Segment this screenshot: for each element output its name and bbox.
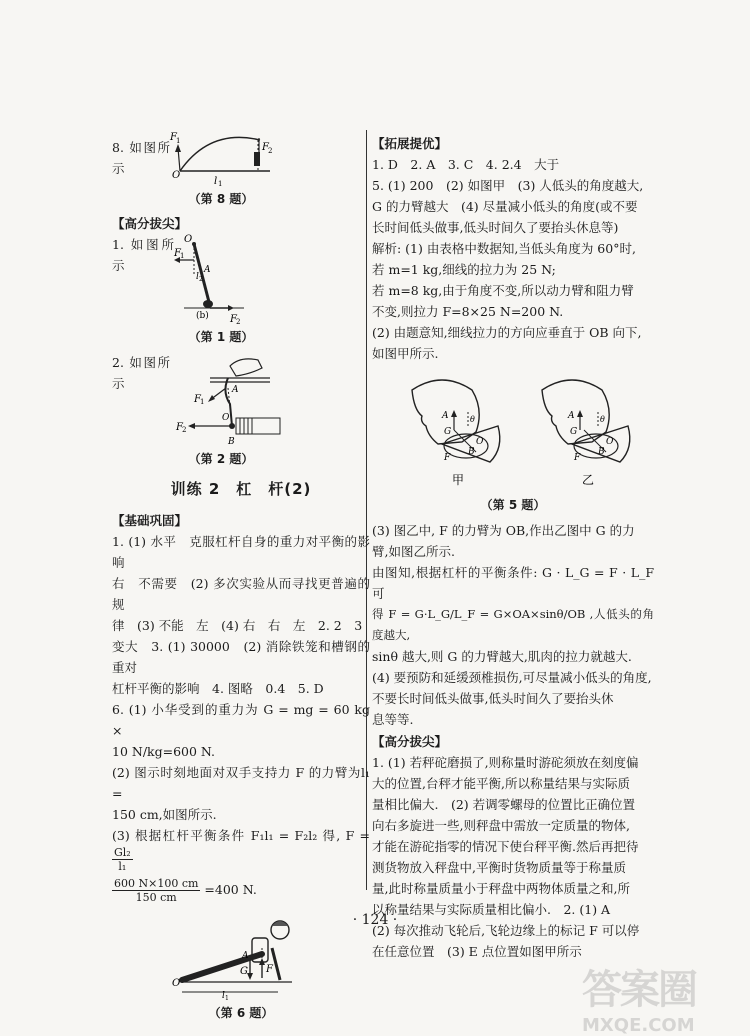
answer-line: [112, 825, 370, 873]
answer-line: 量相比偏大. (2) 若调零螺母的位置比正确位置: [372, 797, 636, 812]
svg-text:F: F: [194, 394, 201, 405]
answer-line: 1. (1) 若秤砣磨损了,则称量时游砣须放在刻度偏: [372, 755, 639, 770]
watermark-sub: MXQE.COM: [582, 1015, 695, 1036]
section-gaofen-left: 【高分拔尖】: [112, 216, 188, 231]
svg-text:A: A: [568, 411, 575, 421]
answer-line: 由图知,根据杠杆的平衡条件: G · L_G = F · L_F 可: [372, 565, 654, 601]
answer-line: (4) 要预防和延缓颈椎损伤,可尽量减小低头的角度,: [372, 670, 652, 685]
watermark-logo: [582, 958, 732, 1036]
svg-text:F: F: [176, 422, 183, 433]
svg-text:F: F: [262, 142, 269, 153]
answer-line: 在任意位置 (3) E 点位置如图甲所示: [372, 944, 582, 959]
answer-line: 大的位置,台秤才能平衡,所以称量结果与实际质: [372, 776, 630, 791]
answer-line: 得 F = G·L_G/L_F = G×OA×sinθ/OB ,人低头的角度越大,: [372, 607, 654, 642]
svg-text:2: 2: [199, 276, 203, 283]
answer-line: 解析: (1) 由表格中数据知,当低头角度为 60°时,: [372, 241, 636, 256]
answer-line: 才能在游砣指零的情况下使台秤平衡.然后再把待: [372, 839, 639, 854]
svg-text:F: F: [230, 314, 237, 325]
answer-line: 测货物放入秤盘中,平衡时货物质量等于称量质: [372, 860, 626, 875]
answer-line: 6. (1) 小华受到的重力为 G = mg = 60 kg ×: [112, 702, 370, 738]
answer-line: 1. (1) 水平 克服杠杆自身的重力对平衡的影响: [112, 534, 370, 570]
answer-line: (2) 图示时刻地面对双手支持力 F 的力臂为l₁ =: [112, 765, 370, 801]
svg-text:(b): (b): [196, 311, 209, 321]
figure-2-caption: （第 2 题）: [188, 452, 254, 466]
answer-line: 长时间低头做事,低头时间久了要抬头休息等): [372, 220, 619, 235]
svg-text:B: B: [598, 447, 605, 457]
q8-row: [112, 128, 370, 188]
q1-row: [112, 234, 370, 326]
svg-text:1: 1: [180, 252, 185, 260]
svg-text:O: O: [172, 170, 181, 181]
answer-line: sinθ 越大,则 G 的力臂越大,肌肉的拉力就越大.: [372, 649, 632, 664]
q2-label: 2. 如图所示: [112, 355, 170, 391]
answer-line: 5. (1) 200 (2) 如图甲 (3) 人低头的角度越大,: [372, 178, 644, 193]
lesson-title: 训练 2 杠 杆(2): [170, 480, 312, 498]
figure-5-caption: （第 5 题）: [480, 498, 546, 512]
label-jia: 甲: [452, 473, 465, 487]
figure-6-caption: （第 6 题）: [208, 1006, 274, 1020]
answers-analysis: [372, 520, 654, 730]
svg-text:F: F: [266, 964, 273, 975]
calc-line: [112, 877, 370, 904]
answer-line: 1. D 2. A 3. C 4. 2.4 大于: [372, 157, 560, 172]
answer-line: 不要长时间低头做事,低头时间久了要抬头休: [372, 691, 614, 706]
svg-text:O: O: [172, 978, 181, 989]
calc-result: =400 N.: [204, 882, 257, 897]
figure-8-caption: （第 8 题）: [188, 192, 254, 206]
svg-text:F: F: [170, 132, 177, 143]
calc-num: 600 N×100 cm: [114, 877, 199, 890]
svg-text:A: A: [242, 951, 249, 961]
svg-text:F: F: [574, 453, 581, 463]
svg-text:θ: θ: [470, 415, 475, 424]
svg-text:2: 2: [182, 426, 187, 434]
answer-line: 不变,则拉力 F=8×25 N=200 N.: [372, 304, 564, 319]
svg-text:2: 2: [268, 147, 273, 155]
answer-line: G 的力臂越大 (4) 尽量减小低头的角度(或不要: [372, 199, 638, 214]
watermark-main: 答案圈: [582, 967, 696, 1013]
answer-line: 150 cm,如图所示.: [112, 807, 217, 822]
f-fraction-den: l₁: [118, 860, 127, 873]
label-yi: 乙: [582, 473, 595, 487]
answer-line: 杠杆平衡的影响 4. 图略 0.4 5. D: [112, 681, 324, 696]
answer-line: 量,此时称量质量小于秤盘中两物体质量之和,所: [372, 881, 630, 896]
formula-text: (3) 根据杠杆平衡条件 F₁l₁ = F₂l₂ 得, F =: [112, 828, 370, 843]
answer-line: 如图甲所示.: [372, 346, 439, 361]
q8-label: 8. 如图所示: [112, 140, 170, 176]
svg-text:O: O: [606, 437, 614, 447]
page-number: · 124 ·: [352, 912, 398, 928]
svg-text:A: A: [204, 265, 211, 275]
figure-2: [170, 352, 300, 448]
svg-text:G: G: [444, 427, 452, 437]
svg-text:F: F: [444, 453, 451, 463]
svg-text:1: 1: [225, 995, 229, 1002]
answer-line: 息等等.: [372, 712, 414, 727]
figure-5: [372, 370, 654, 490]
svg-text:G: G: [570, 427, 578, 437]
svg-text:O: O: [476, 437, 484, 447]
answer-line: 若 m=8 kg,由于角度不变,所以动力臂和阻力臂: [372, 283, 634, 298]
svg-text:B: B: [468, 447, 475, 457]
answer-line: (2) 由题意知,细线拉力的方向应垂直于 OB 向下,: [372, 325, 642, 340]
answers-gaofen: [372, 752, 654, 962]
svg-text:O: O: [184, 234, 193, 245]
calc-fraction: [112, 877, 200, 904]
answer-line: 10 N/kg=600 N.: [112, 744, 216, 759]
calc-den: 150 cm: [135, 891, 177, 904]
figure-1-caption: （第 1 题）: [188, 330, 254, 344]
q2-row: [112, 352, 370, 448]
svg-text:l: l: [214, 176, 218, 187]
left-column: [112, 128, 370, 1028]
svg-text:G: G: [240, 966, 248, 977]
right-column: [372, 128, 654, 962]
f-fraction-num: Gl₂: [114, 846, 131, 859]
q1-label: 1. 如图所示: [112, 237, 174, 273]
svg-text:1: 1: [176, 137, 181, 145]
svg-text:1: 1: [218, 180, 223, 188]
svg-text:l: l: [222, 991, 225, 1001]
answer-line: 以称量结果与实际质量相比偏小. 2. (1) A: [372, 902, 611, 917]
answer-line: 若 m=1 kg,细线的拉力为 25 N;: [372, 262, 556, 277]
svg-text:F: F: [174, 248, 181, 259]
figure-1: [174, 234, 264, 326]
answer-line: 臂,如图乙所示.: [372, 544, 455, 559]
answer-line: 向右多旋进一些,则秤盘中需放一定质量的物体,: [372, 818, 630, 833]
svg-text:1: 1: [200, 398, 205, 406]
answer-line: 律 (3) 不能 左 (4) 右 右 左 2. 2 3: [112, 618, 363, 633]
svg-text:A: A: [442, 411, 449, 421]
f-fraction: [112, 846, 133, 873]
svg-text:B: B: [228, 437, 235, 447]
answer-line: (2) 每次推动飞轮后,飞轮边缘上的标记 F 可以停: [372, 923, 640, 938]
svg-text:O: O: [222, 413, 230, 423]
answer-line: 变大 3. (1) 30000 (2) 消除铁笼和槽钢的重对: [112, 639, 370, 675]
svg-text:A: A: [232, 385, 239, 395]
answer-line: (3) 图乙中, F 的力臂为 OB,作出乙图中 G 的力: [372, 523, 635, 538]
answers-jichu: [112, 531, 370, 904]
section-gaofen-right: 【高分拔尖】: [372, 734, 448, 749]
answer-line: 右 不需要 (2) 多次实验从而寻找更普遍的规: [112, 576, 370, 612]
answers-tuozhan: [372, 154, 654, 364]
svg-text:2: 2: [236, 318, 241, 326]
section-jichu: 【基础巩固】: [112, 513, 188, 528]
section-tuozhan: 【拓展提优】: [372, 136, 448, 151]
figure-8: [170, 128, 280, 188]
svg-text:θ: θ: [600, 415, 605, 424]
svg-text:l: l: [196, 272, 199, 282]
